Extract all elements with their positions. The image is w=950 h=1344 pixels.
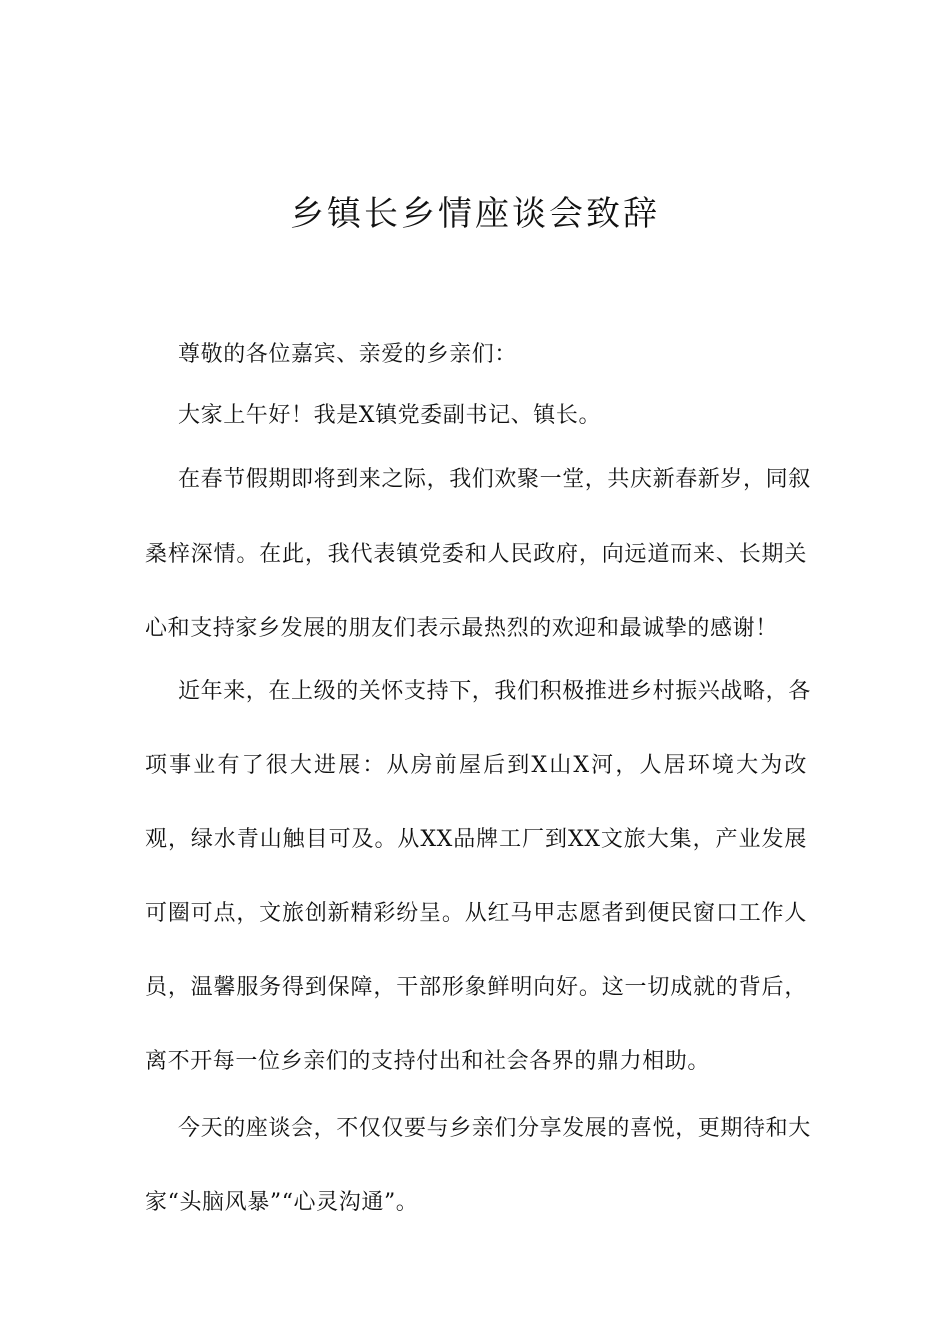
- text-line: 可圈可点，文旅创新精彩纷呈。从红马甲志愿者到便民窗口工作人: [145, 901, 807, 926]
- text-line: 尊敬的各位嘉宾、亲爱的乡亲们：: [178, 342, 518, 367]
- text-line: 离不开每一位乡亲们的支持付出和社会各界的鼎力相助。: [145, 1049, 711, 1074]
- text-line: 近年来，在上级的关怀支持下，我们积极推进乡村振兴战略，各: [178, 679, 811, 704]
- document-title: 乡镇长乡情座谈会致辞: [290, 194, 660, 234]
- text-line: 心和支持家乡发展的朋友们表示最热烈的欢迎和最诚挚的感谢！: [145, 616, 778, 641]
- text-line: 在春节假期即将到来之际，我们欢聚一堂，共庆新春新岁，同叙: [178, 467, 811, 492]
- text-line: 家“头脑风暴”“心灵沟通”。: [145, 1190, 419, 1215]
- text-line: 观，绿水青山触目可及。从XX品牌工厂到XX文旅大集，产业发展: [145, 827, 807, 852]
- text-line: 项事业有了很大进展：从房前屋后到X山X河，人居环境大为改: [145, 753, 807, 778]
- text-line: 桑梓深情。在此，我代表镇党委和人民政府，向远道而来、长期关: [145, 542, 807, 567]
- text-line: 员，温馨服务得到保障，干部形象鲜明向好。这一切成就的背后，: [145, 975, 807, 1000]
- text-line: 大家上午好！我是X镇党委副书记、镇长。: [178, 403, 602, 428]
- text-line: 今天的座谈会，不仅仅要与乡亲们分享发展的喜悦，更期待和大: [178, 1116, 811, 1141]
